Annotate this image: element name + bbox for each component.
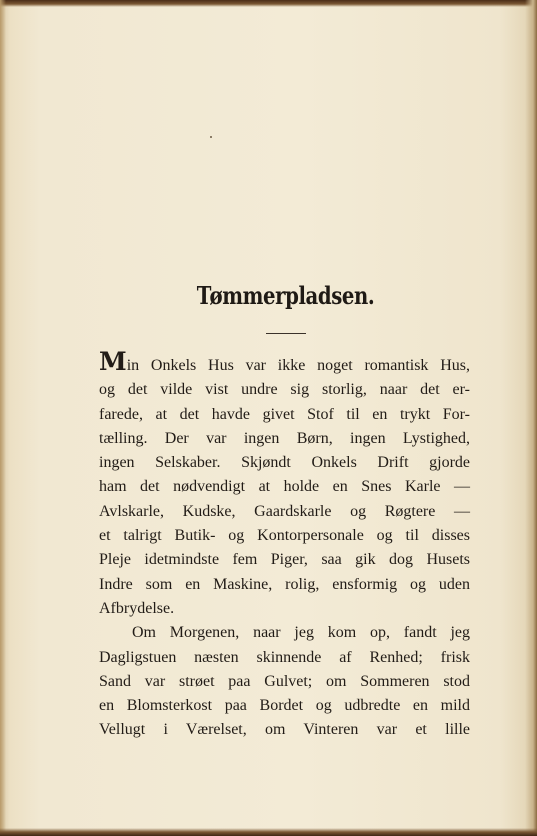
text-line: Pleje idetmindste fem Piger, saa gik dog Husets — [99, 551, 470, 569]
drop-cap: M — [99, 347, 127, 376]
text-line: Afbrydelse. — [99, 599, 175, 617]
text-line: et talrigt Butik- og Kontorpersonale og til disses — [99, 527, 470, 545]
text-line: Avlskarle, Kudske, Gaardskarle og Røgtere — — [99, 502, 470, 520]
text-line: en Blomsterkost paa Bordet og udbredte en mild — [99, 697, 470, 715]
paper-speck — [210, 136, 212, 138]
text-line: Sand var strøet paa Gulvet; om Sommeren stod — [99, 672, 470, 690]
chapter-title: Tømmerpladsen. — [196, 281, 375, 310]
text-line: Dagligstuen næsten skinnende af Renhed; frisk — [99, 648, 470, 666]
body-text — [99, 347, 470, 743]
text-line: tælling. Der var ingen Børn, ingen Lystighed, — [99, 429, 470, 447]
text-line: Min Onkels Hus var ikke noget romantisk Hus, — [99, 347, 470, 376]
page-right-edge — [525, 0, 537, 836]
text-line: og det vilde vist undre sig storlig, naar det er- — [99, 381, 470, 399]
text-line: ham det nødvendigt at holde en Snes Karle — — [99, 478, 470, 496]
page-bottom-edge — [0, 828, 537, 836]
text-line: Om Morgenen, naar jeg kom op, fandt jeg — [132, 624, 470, 642]
title-rule — [266, 333, 306, 334]
text-line: ingen Selskaber. Skjøndt Onkels Drift gjorde — [99, 454, 470, 472]
text-line: Indre som en Maskine, rolig, ensformig og uden — [99, 575, 470, 593]
text-line: Vellugt i Værelset, om Vinteren var et lille — [99, 721, 470, 739]
page-top-edge — [0, 0, 537, 7]
text-line: farede, at det havde givet Stof til en trykt For- — [99, 405, 470, 423]
page-left-edge — [0, 0, 6, 836]
